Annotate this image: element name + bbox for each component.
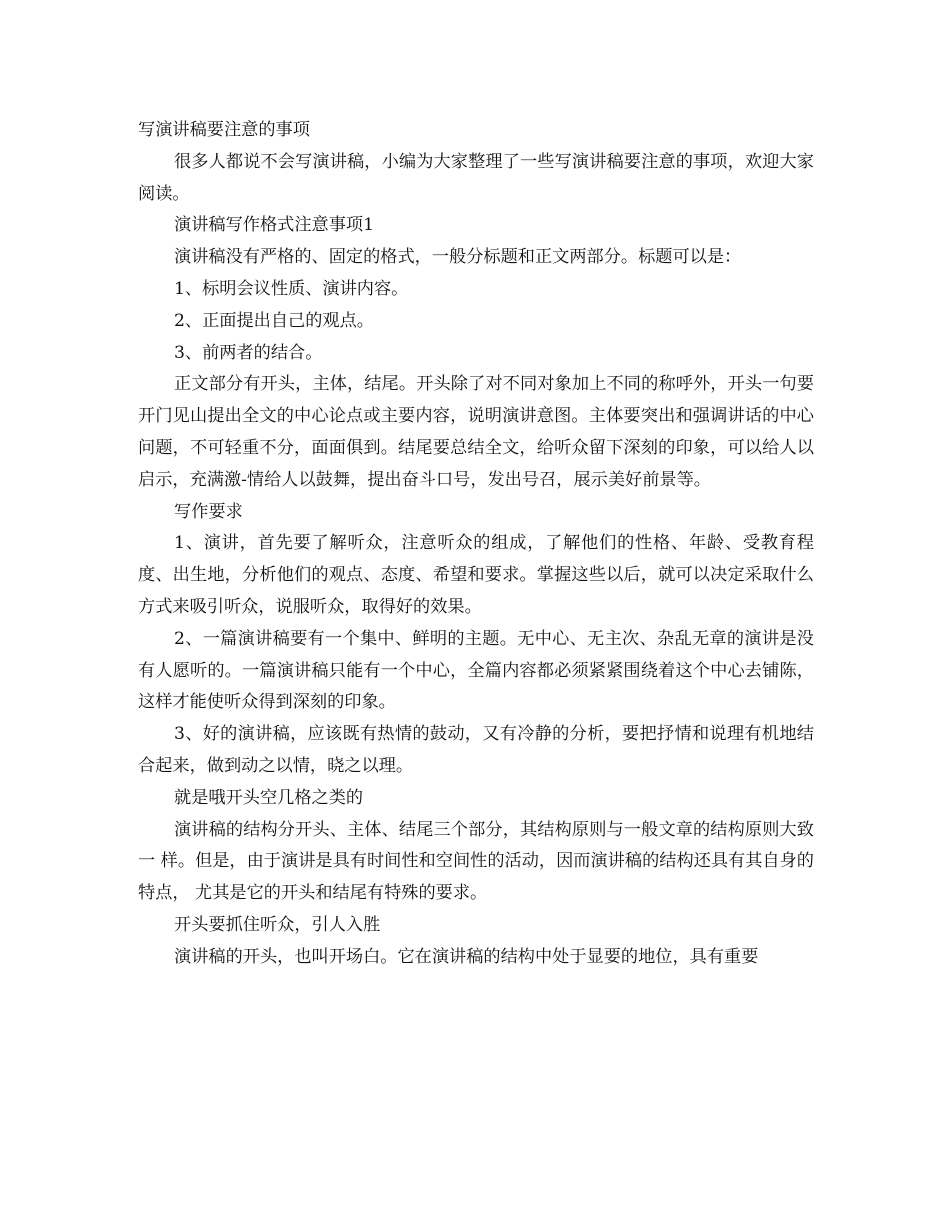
- section-heading: 开头要抓住听众，引人入胜: [174, 914, 381, 935]
- paragraph: 很多人都说不会写演讲稿，小编为大家整理了一些写演讲稿要注意的事项，欢迎大家阅读。: [138, 151, 814, 204]
- paragraph: 演讲稿没有严格的、固定的格式，一般分标题和正文两部分。标题可以是：: [174, 247, 742, 268]
- section-heading: 写作要求: [174, 501, 243, 522]
- document-title: 写演讲稿要注意的事项: [138, 120, 310, 140]
- paragraph: 演讲稿的开头，也叫开场白。它在演讲稿的结构中处于显要的地位，具有重要: [174, 946, 759, 967]
- paragraph: 3、好的演讲稿，应该既有热情的鼓动，又有冷静的分析，要把抒情和说理有机地结合起来，做到动之以情，晓之以理。: [138, 724, 814, 776]
- document-body: [138, 115, 814, 974]
- paragraph: 正文部分有开头，主体，结尾。开头除了对不同对象加上不同的称呼外，开头一句要开门见山提出全文的中心论点或主要内容，说明演讲意图。主体要突出和强调讲话的中心问题，不可轻重不分，面面俱到。结尾要总结全文，给听众留下深刻的印象，可以给人以启示，充满激-情给人以鼓舞，提出奋斗口号，发出号召，展示美好前景等。: [138, 374, 814, 490]
- paragraph: 就是哦开头空几格之类的: [174, 787, 364, 808]
- section-heading: 演讲稿写作格式注意事项1: [174, 215, 374, 236]
- paragraph: 1、演讲，首先要了解听众，注意听众的组成，了解他们的性格、年龄、受教育程度、出生地，分析他们的观点、态度、希望和要求。掌握这些以后，就可以决定采取什么方式来吸引听众，说服听众，取得好的效果。: [138, 533, 814, 617]
- paragraph: 2、一篇演讲稿要有一个集中、鲜明的主题。无中心、无主次、杂乱无章的演讲是没有人愿听的。一篇演讲稿只能有一个中心，全篇内容都必须紧紧围绕着这个中心去铺陈，这样才能使听众得到深刻的印象。: [138, 628, 814, 713]
- paragraph: 演讲稿的结构分开头、主体、结尾三个部分，其结构原则与一般文章的结构原则大致一 样。但是，由于演讲是具有时间性和空间性的活动，因而演讲稿的结构还具有其自身的特点， 尤其是它的开头和结尾有特殊的要求。: [138, 819, 814, 904]
- list-item: 1、标明会议性质、演讲内容。: [174, 278, 409, 299]
- list-item: 3、前两者的结合。: [174, 342, 323, 363]
- list-item: 2、正面提出自己的观点。: [174, 310, 374, 331]
